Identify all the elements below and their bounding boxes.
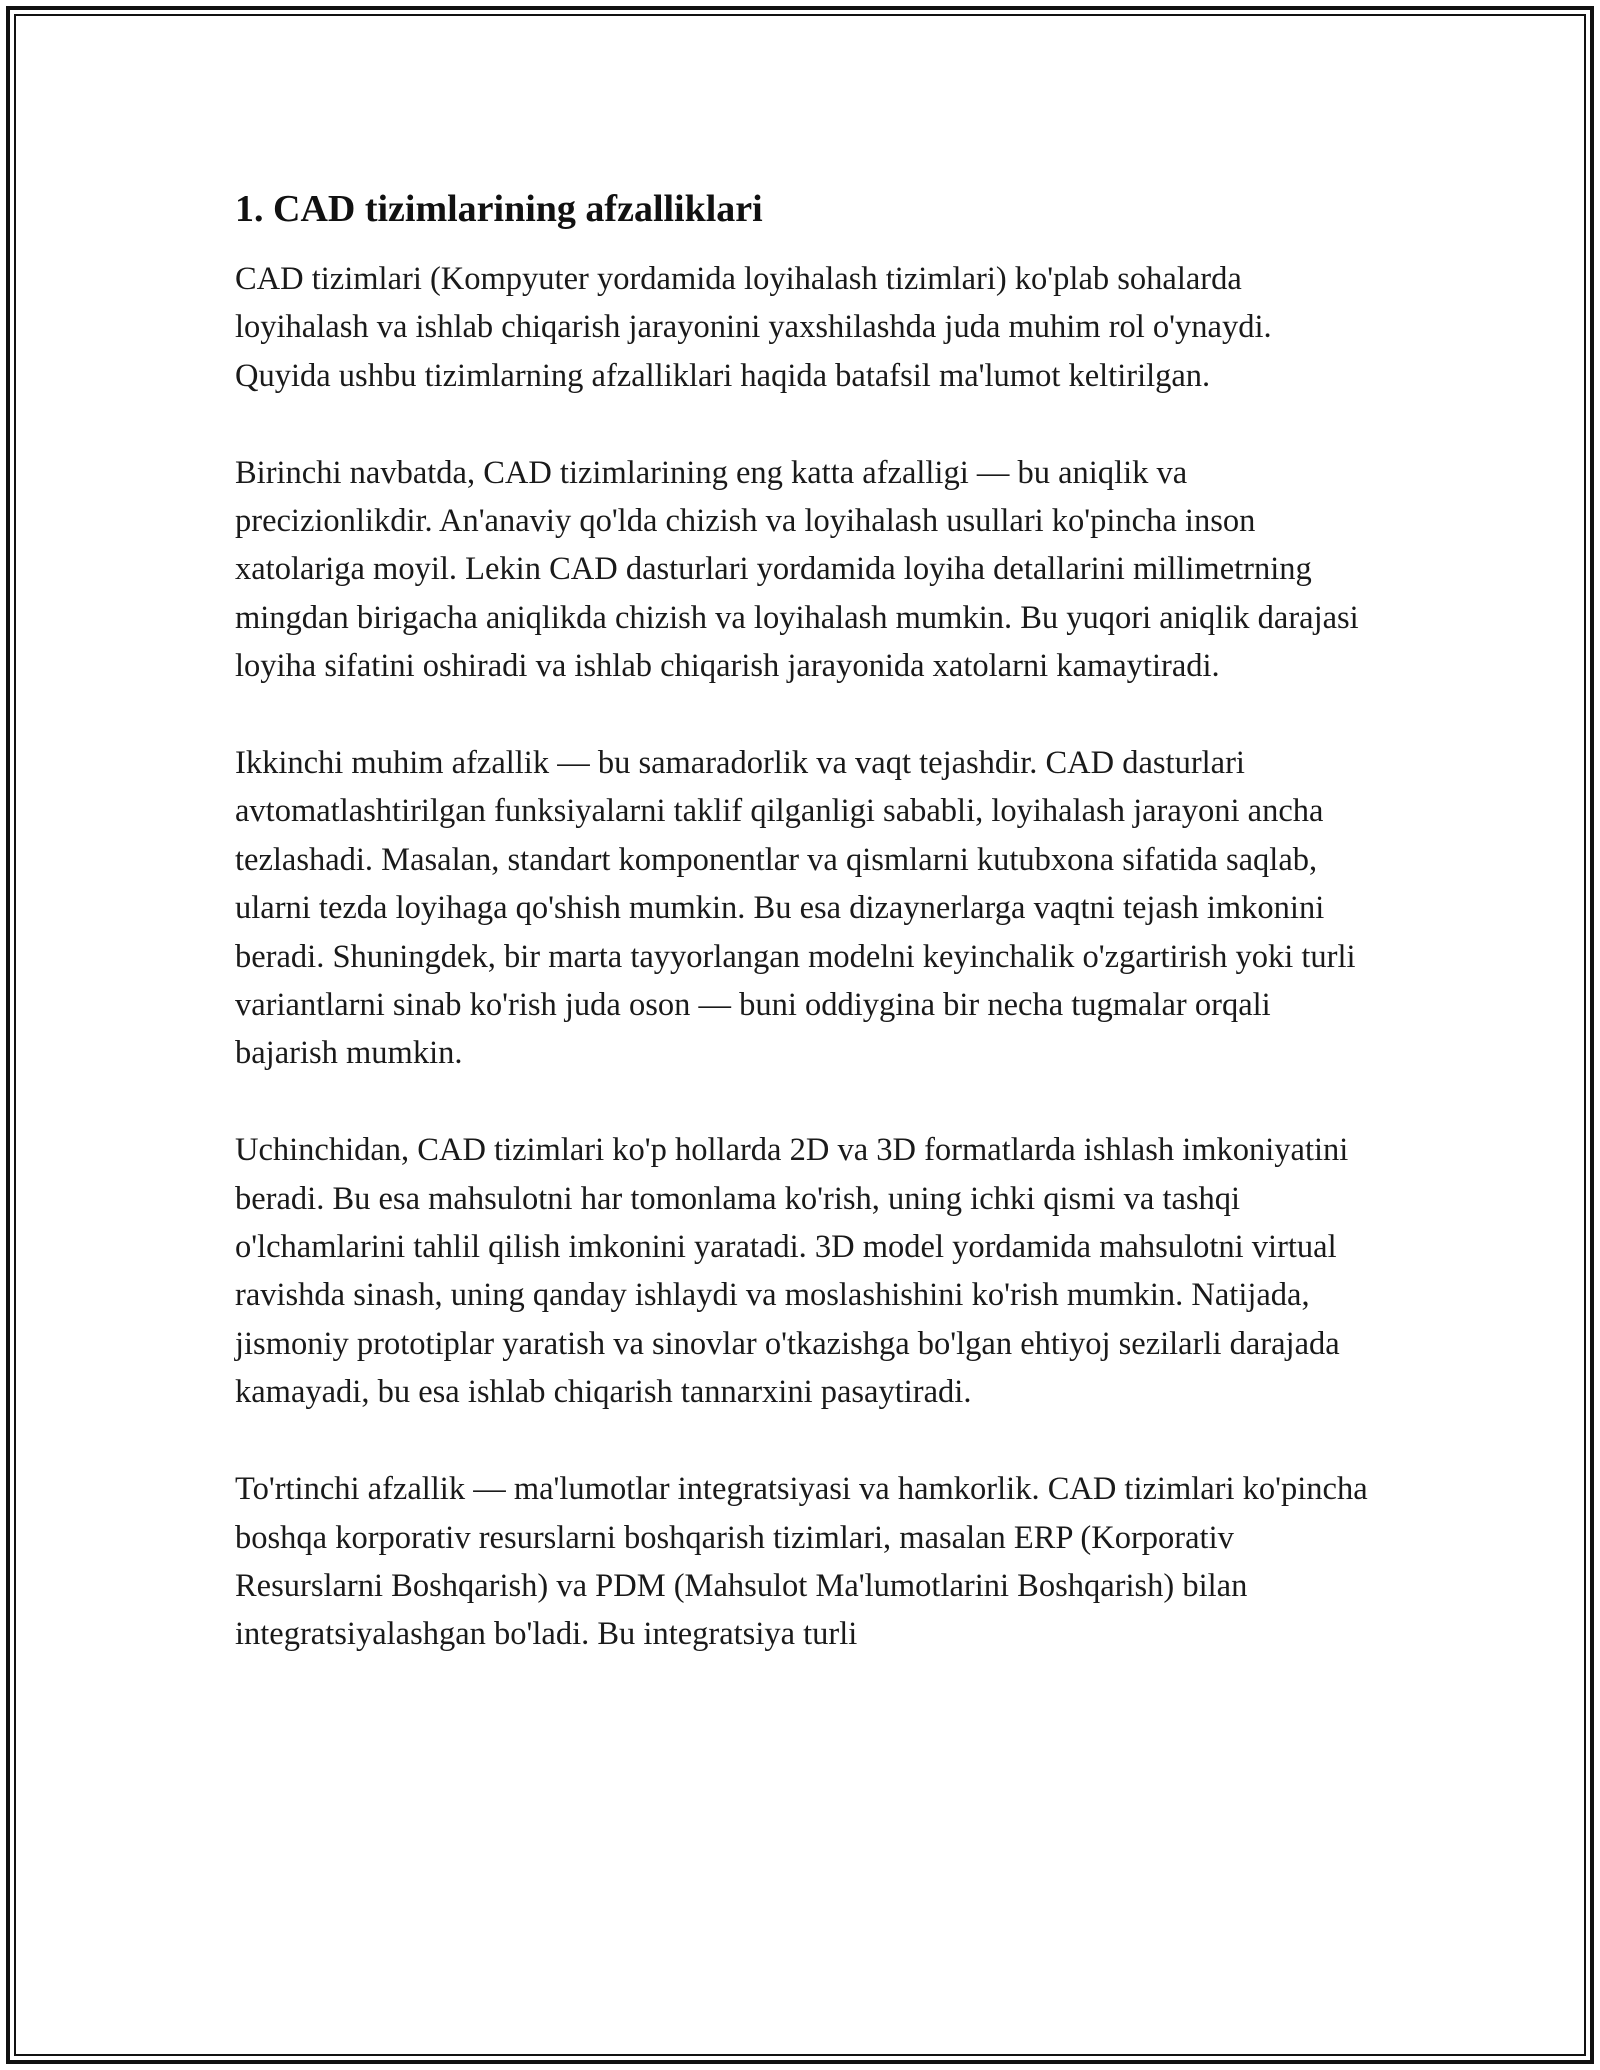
paragraph-intro: CAD tizimlari (Kompyuter yordamida loyihalash tizimlari) ko'plab sohalarda loyihalash va ishlab chiqarish jarayonini yaxshilashda juda muhim rol o'ynaydi. Quyida ushbu tizimlarning afzalliklari haqida batafsil ma'lumot keltirilgan. bbox=[235, 261, 1272, 394]
paragraph-2d-3d: Uchinchidan, CAD tizimlari ko'p hollarda 2D va 3D formatlarda ishlash imkoniyatini beradi. Bu esa mahsulotni har tomonlama ko'rish, uning ichki qismi va tashqi o'lchamlarini tahlil qilish imkonini yaratadi. 3D model yordamida mahsulotni virtual ravishda sinash, uning qanday ishlaydi va moslashishini ko'rish mumkin. Natijada, jismoniy prototiplar yaratish va sinovlar o'tkazishga bo'lgan ehtiyoj sezilarli darajada kamayadi, bu esa ishlab chiqarish tannarxini pasaytiradi. bbox=[235, 1132, 1349, 1411]
paragraph-integration: To'rtinchi afzallik — ma'lumotlar integratsiyasi va hamkorlik. CAD tizimlari ko'pincha boshqa korporativ resurslarni boshqarish tizimlari, masalan ERP (Korporativ Resurslarni Boshqarish) va PDM (Mahsulot Ma'lumotlarini Boshqarish) bilan integratsiyalashgan bo'ladi. Bu integratsiya turli bbox=[235, 1471, 1368, 1653]
paragraph-efficiency: Ikkinchi muhim afzallik — bu samaradorlik va vaqt tejashdir. CAD dasturlari avtomatlashtirilgan funksiyalarni taklif qilganligi sababli, loyihalash jarayoni ancha tezlashadi. Masalan, standart komponentlar va qismlarni kutubxona sifatida saqlab, ularni tezda loyihaga qo'shish mumkin. Bu esa dizaynerlarga vaqtni tejash imkonini beradi. Shuningdek, bir marta tayyorlangan modelni keyinchalik o'zgartirish yoki turli variantlarni sinab ko'rish juda oson — buni oddiygina bir necha tugmalar orqali bajarish mumkin. bbox=[235, 745, 1356, 1072]
document-body bbox=[235, 185, 1370, 1707]
section-heading: 1. CAD tizimlarining afzalliklari bbox=[235, 188, 763, 230]
paragraph-accuracy: Birinchi navbatda, CAD tizimlarining eng katta afzalligi — bu aniqlik va precizionlikdir. An'anaviy qo'lda chizish va loyihalash usullari ko'pincha inson xatolariga moyil. Lekin CAD dasturlari yordamida loyiha detallarini millimetrning mingdan birigacha aniqlikda chizish va loyihalash mumkin. Bu yuqori aniqlik darajasi loyiha sifatini oshiradi va ishlab chiqarish jarayonida xatolarni kamaytiradi. bbox=[235, 454, 1359, 685]
